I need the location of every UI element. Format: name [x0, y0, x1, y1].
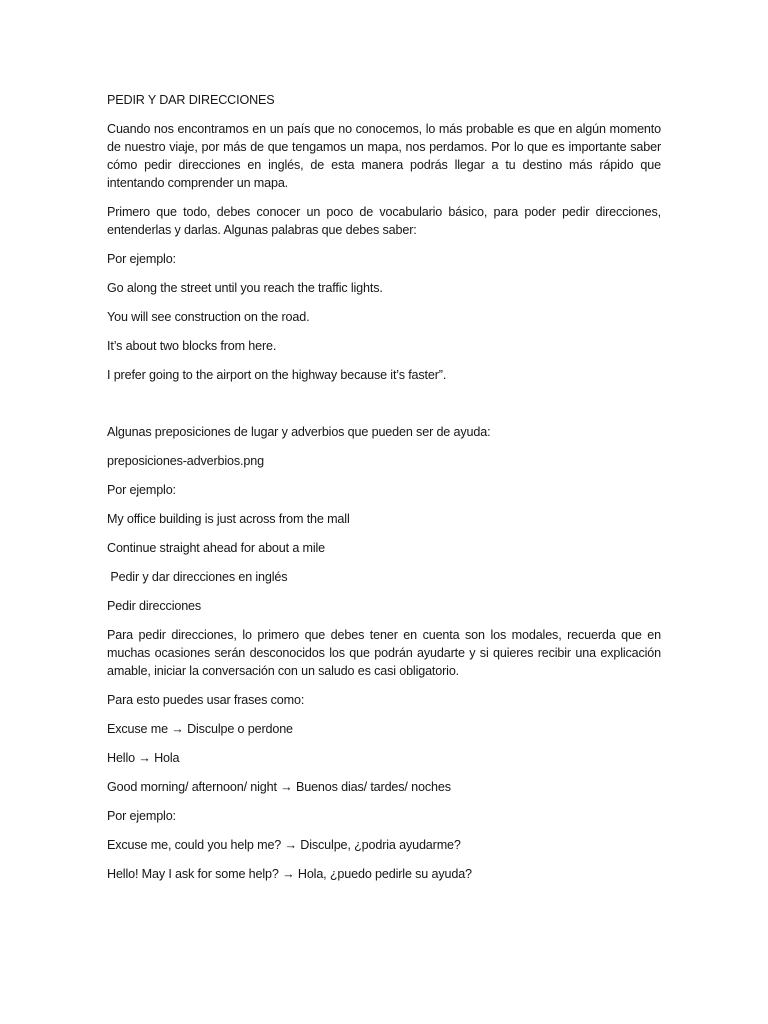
example-heading: Por ejemplo: — [107, 809, 176, 823]
example-sentence: You will see construction on the road. — [107, 310, 310, 324]
phrase-line: Hello → Hola — [107, 751, 180, 765]
example-heading: Por ejemplo: — [107, 483, 176, 497]
blank-line — [107, 395, 661, 423]
phrase-line: Excuse me, could you help me? → Disculpe, ¿podria ayudarme? — [107, 838, 461, 852]
example-heading: Por ejemplo: — [107, 252, 176, 266]
document-body — [107, 91, 661, 894]
document-title: PEDIR Y DAR DIRECCIONES — [107, 93, 275, 107]
subsection-heading: Pedir direcciones — [107, 599, 202, 613]
intro-paragraph: Cuando nos encontramos en un país que no conocemos, lo más probable es que en algún momento de nuestro viaje, por más de que tengamos un mapa, nos perdamos. Por lo que es importante saber cómo pedir direcciones en inglés, de esta manera podrás llegar a tu destino más rápido que intentando comprender un mapa. — [107, 122, 661, 190]
phrase-line: Excuse me → Disculpe o perdone — [107, 722, 293, 736]
phrase-line: Good morning/ afternoon/ night → Buenos dias/ tardes/ noches — [107, 780, 451, 794]
phrases-intro: Para esto puedes usar frases como: — [107, 693, 305, 707]
example-sentence: Continue straight ahead for about a mile — [107, 541, 326, 555]
prepositions-intro: Algunas preposiciones de lugar y adverbios que pueden ser de ayuda: — [107, 425, 491, 439]
phrase-line: Hello! May I ask for some help? → Hola, ¿puedo pedirle su ayuda? — [107, 867, 472, 881]
example-sentence: My office building is just across from the mall — [107, 512, 350, 526]
example-sentence: It’s about two blocks from here. — [107, 339, 277, 353]
example-sentence: I prefer going to the airport on the highway because it’s faster”. — [107, 368, 447, 382]
manners-paragraph: Para pedir direcciones, lo primero que debes tener en cuenta son los modales, recuerda que en muchas ocasiones serán desconocidos los que podrán ayudarte y si quieres recibir una explicación amable, iniciar la conversación con un saludo es casi obligatorio. — [107, 628, 661, 678]
vocabulary-paragraph: Primero que todo, debes conocer un poco de vocabulario básico, para poder pedir direcciones, entenderlas y darlas. Algunas palabras que debes saber: — [107, 205, 661, 237]
image-filename: preposiciones-adverbios.png — [107, 454, 264, 468]
section-heading: Pedir y dar direcciones en inglés — [107, 570, 288, 584]
example-sentence: Go along the street until you reach the traffic lights. — [107, 281, 383, 295]
